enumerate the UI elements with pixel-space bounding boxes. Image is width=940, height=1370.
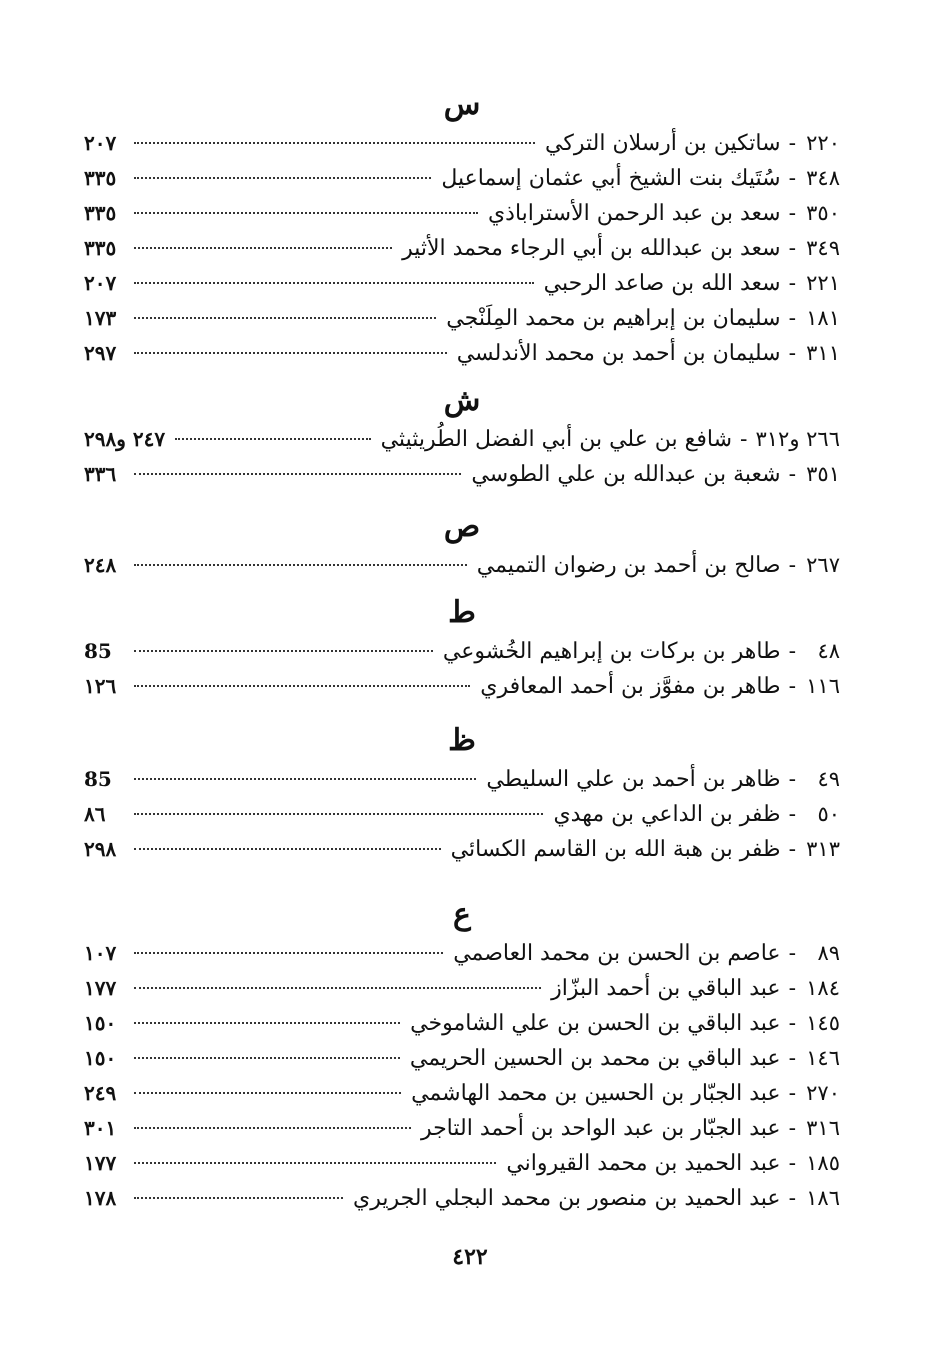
entry-name: ظفر بن الداعي بن مهدي — [553, 802, 781, 827]
entry-number: ٣١٦ — [806, 1116, 840, 1140]
dot-leader — [134, 650, 433, 652]
entry-number: ٣٤٨ — [806, 166, 840, 190]
section-letter: س — [443, 87, 481, 122]
entry-page: ٣٣٦ — [84, 462, 117, 486]
entry-page: ١٧٣ — [84, 306, 117, 330]
dot-leader — [134, 685, 470, 687]
page-number: ٤٢٢ — [452, 1244, 488, 1270]
entry-name: عبد الجبّار بن عبد الواحد بن أحمد التاجر — [420, 1116, 781, 1141]
entry-page: ٢٤٧ و٢٩٨ — [84, 427, 166, 451]
entry-name: عبد الحميد بن محمد القيرواني — [506, 1151, 781, 1176]
index-entry — [84, 1006, 840, 1041]
index-entry — [84, 1146, 840, 1181]
entry-name: سعد بن عبد الرحمن الأستراباذي — [487, 201, 781, 226]
entry-page: 85 — [84, 767, 112, 791]
entry-name: عاصم بن الحسن بن محمد العاصمي — [453, 941, 781, 966]
dot-leader — [134, 1127, 411, 1129]
entry-number: ٢٢٠ — [806, 131, 840, 155]
entry-number: ٢٦٦ و٣١٢ — [755, 427, 840, 451]
entry-dash: - — [788, 1186, 796, 1211]
entry-dash: - — [788, 674, 796, 699]
dot-leader — [134, 177, 431, 179]
entry-number: ٥٠ — [817, 802, 840, 826]
index-entry — [84, 634, 840, 669]
entry-dash: - — [788, 976, 796, 1001]
dot-leader — [134, 473, 461, 475]
entry-name: ظفر بن هبة الله بن القاسم الكسائي — [450, 837, 781, 862]
entry-dash: - — [788, 236, 796, 261]
entry-dash: - — [788, 131, 796, 156]
entry-name: طاهر بن مفوَّز بن أحمد المعافري — [480, 674, 781, 699]
dot-leader — [175, 438, 371, 440]
entry-page: ٢٠٧ — [84, 131, 117, 155]
entry-number: ٣٥٠ — [806, 201, 840, 225]
entry-page: ١٥٠ — [84, 1046, 117, 1070]
entry-dash: - — [788, 1151, 796, 1176]
entry-dash: - — [788, 941, 796, 966]
entry-name: عبد الباقي بن الحسن بن علي الشاموخي — [410, 1011, 781, 1036]
entry-dash: - — [740, 427, 748, 452]
index-entry — [84, 797, 840, 832]
dot-leader — [134, 282, 534, 284]
entry-name: شافع بن علي بن أبي الفضل الطُريثيثي — [380, 427, 733, 452]
entry-page: ٢٠٧ — [84, 271, 117, 295]
entry-number: ٢٦٧ — [806, 553, 840, 577]
entry-dash: - — [788, 201, 796, 226]
entry-dash: - — [788, 1046, 796, 1071]
index-entry — [84, 548, 840, 583]
dot-leader — [134, 848, 441, 850]
entry-name: ساتكين بن أرسلان التركي — [545, 131, 781, 156]
section-seen — [84, 84, 840, 371]
dot-leader — [134, 1092, 401, 1094]
entry-name: سعد الله بن صاعد الرحبي — [543, 271, 781, 296]
section-letter: ش — [443, 383, 481, 418]
entry-number: ٨٩ — [817, 941, 840, 965]
entry-page: ٣٣٥ — [84, 166, 117, 190]
section-sad — [84, 506, 840, 583]
entry-page: ٣٠١ — [84, 1116, 117, 1140]
index-entry — [84, 832, 840, 867]
index-entry — [84, 301, 840, 336]
dot-leader — [134, 1162, 496, 1164]
entry-page: ١٠٧ — [84, 941, 117, 965]
entry-number: ٣١١ — [806, 341, 840, 365]
dot-leader — [134, 352, 447, 354]
entry-number: ١٨٦ — [806, 1186, 840, 1210]
entry-dash: - — [788, 802, 796, 827]
dot-leader — [134, 1057, 400, 1059]
index-entry — [84, 126, 840, 161]
entry-number: ٣٤٩ — [806, 236, 840, 260]
entry-name: ظاهر بن أحمد بن علي السليطي — [486, 767, 781, 792]
entry-number: ١٨١ — [806, 306, 840, 330]
entry-number: ١٨٤ — [806, 976, 840, 1000]
entry-name: سُتَيك بنت الشيخ أبي عثمان إسماعيل — [441, 166, 781, 191]
index-entry — [84, 422, 840, 457]
entry-dash: - — [788, 341, 796, 366]
index-entry — [84, 971, 840, 1006]
entry-page: ١٧٧ — [84, 1151, 117, 1175]
entry-dash: - — [788, 271, 796, 296]
dot-leader — [134, 142, 535, 144]
entry-page: ٣٣٥ — [84, 236, 117, 260]
entry-page: ١٥٠ — [84, 1011, 117, 1035]
entry-number: ٢٢١ — [806, 271, 840, 295]
entry-number: ٤٨ — [817, 639, 840, 663]
entry-dash: - — [788, 837, 796, 862]
entry-dash: - — [788, 306, 796, 331]
dot-leader — [134, 952, 443, 954]
entry-page: ١٢٦ — [84, 674, 117, 698]
dot-leader — [134, 778, 476, 780]
entry-page: ٢٩٧ — [84, 341, 117, 365]
section-letter: ع — [453, 897, 471, 932]
entry-name: شعبة بن عبدالله بن علي الطوسي — [471, 462, 781, 487]
dot-leader — [134, 987, 541, 989]
entry-name: عبد الباقي بن أحمد البزّاز — [551, 976, 781, 1001]
entry-dash: - — [788, 639, 796, 664]
section-sheen — [84, 380, 840, 492]
dot-leader — [134, 1197, 343, 1199]
entry-name: صالح بن أحمد بن رضوان التميمي — [476, 553, 781, 578]
entry-page: ٢٤٩ — [84, 1081, 117, 1105]
entry-number: ٢٧٠ — [806, 1081, 840, 1105]
entry-number: ١٨٥ — [806, 1151, 840, 1175]
entry-page: 85 — [84, 639, 112, 663]
entry-name: عبد الجبّار بن الحسين بن محمد الهاشمي — [411, 1081, 781, 1106]
dot-leader — [134, 564, 467, 566]
index-entry — [84, 762, 840, 797]
section-letter: ط — [448, 595, 476, 630]
index-entry — [84, 669, 840, 704]
dot-leader — [134, 247, 392, 249]
entry-dash: - — [788, 1081, 796, 1106]
entry-name: طاهر بن بركات بن إبراهيم الخُشوعي — [442, 639, 781, 664]
index-entry — [84, 161, 840, 196]
index-entry — [84, 231, 840, 266]
index-entry — [84, 1076, 840, 1111]
entry-page: ٢٩٨ — [84, 837, 117, 861]
index-entry — [84, 936, 840, 971]
entry-dash: - — [788, 1116, 796, 1141]
entry-number: ١٤٦ — [806, 1046, 840, 1070]
entry-dash: - — [788, 1011, 796, 1036]
section-letter: ظ — [448, 723, 476, 758]
entry-number: ٣٥١ — [806, 462, 840, 486]
entry-name: سليمان بن إبراهيم بن محمد المِلَنْجي — [446, 306, 781, 331]
index-entry — [84, 1181, 840, 1216]
entry-dash: - — [788, 166, 796, 191]
entry-page: ٢٤٨ — [84, 553, 117, 577]
section-letter: ص — [443, 509, 481, 544]
entry-page: ١٧٨ — [84, 1186, 117, 1210]
index-entry — [84, 1041, 840, 1076]
index-entry — [84, 457, 840, 492]
entry-page: ٣٣٥ — [84, 201, 117, 225]
dot-leader — [134, 212, 478, 214]
dot-leader — [134, 317, 436, 319]
index-entry — [84, 266, 840, 301]
entry-dash: - — [788, 553, 796, 578]
index-entry — [84, 336, 840, 371]
entry-number: ٣١٣ — [806, 837, 840, 861]
entry-page: ٨٦ — [84, 802, 106, 826]
entry-number: ٤٩ — [817, 767, 840, 791]
entry-name: سليمان بن أحمد بن محمد الأندلسي — [456, 341, 781, 366]
entry-name: عبد الباقي بن محمد بن الحسين الحريمي — [409, 1046, 781, 1071]
index-entry — [84, 196, 840, 231]
section-zah — [84, 720, 840, 867]
dot-leader — [134, 1022, 400, 1024]
entry-number: ١١٦ — [806, 674, 840, 698]
entry-number: ١٤٥ — [806, 1011, 840, 1035]
entry-name: سعد بن عبدالله بن أبي الرجاء محمد الأثير — [402, 236, 781, 261]
section-tah — [84, 592, 840, 704]
entry-dash: - — [788, 767, 796, 792]
entry-dash: - — [788, 462, 796, 487]
section-ain — [84, 894, 840, 1216]
index-entry — [84, 1111, 840, 1146]
dot-leader — [134, 813, 543, 815]
entry-page: ١٧٧ — [84, 976, 117, 1000]
entry-name: عبد الحميد بن منصور بن محمد البجلي الجريري — [352, 1186, 781, 1211]
